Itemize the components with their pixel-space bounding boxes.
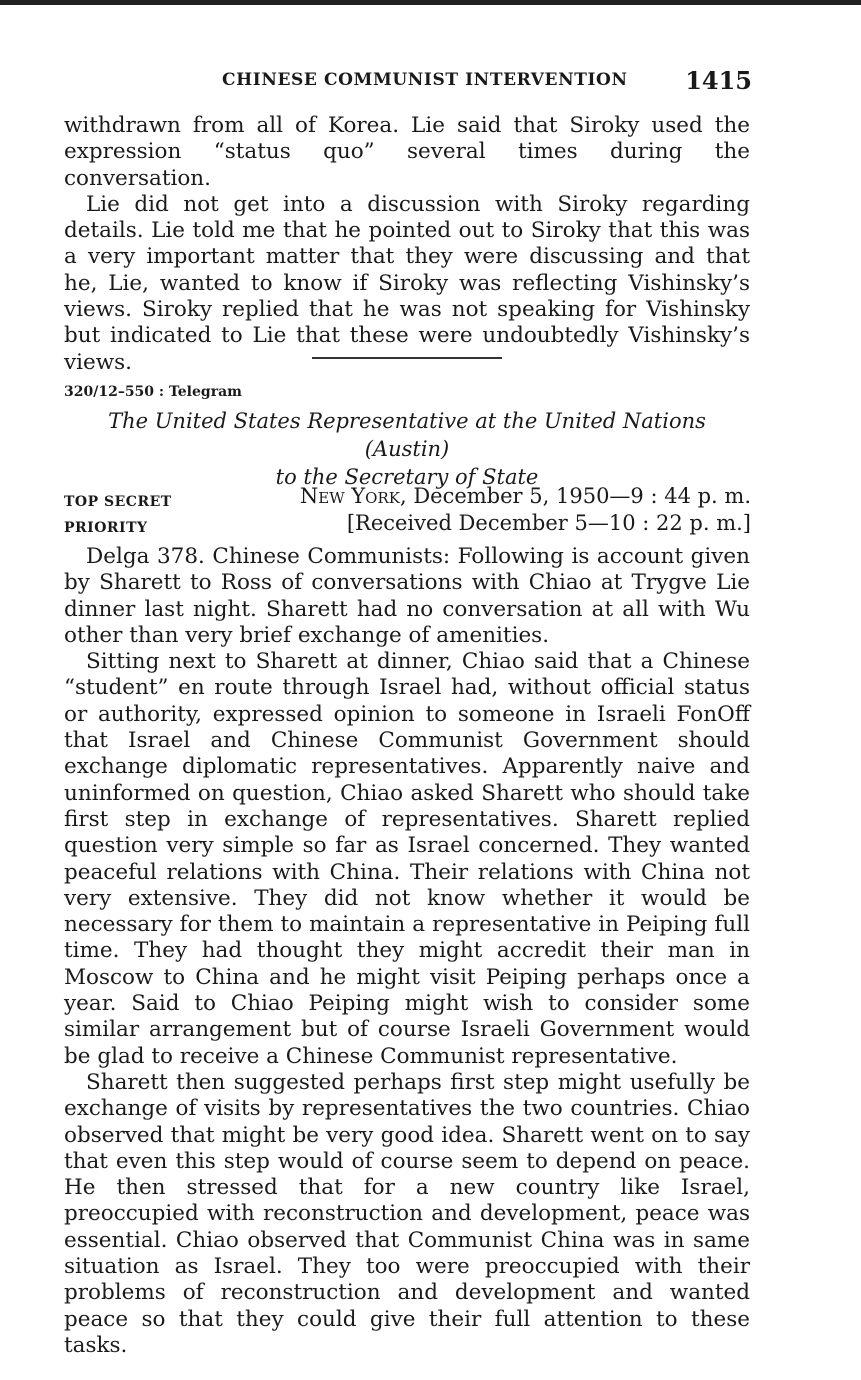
precedence: PRIORITY: [64, 520, 148, 536]
running-title: CHINESE COMMUNIST INTERVENTION: [222, 70, 628, 90]
section-separator: [312, 357, 502, 359]
continued-paragraph: withdrawn from all of Korea. Lie said that Siroky used the expression “status quo” several times during the conversation.: [64, 113, 750, 191]
top-border-rule: [0, 0, 861, 5]
place: New York: [299, 484, 400, 508]
classification: TOP SECRET: [64, 494, 172, 510]
paragraph: Sitting next to Sharett at dinner, Chiao said that a Chinese “student” en route through Israel had, without official status or authority, expressed opinion to someone in Israeli FonOff that Israel and Chinese Communist Government should exchange diplomatic representatives. Apparently naive and uninformed on question, Chiao asked Sharett who should take first step in exchange of representatives. Sharett replied question very simple so far as Israel concerned. They wanted peaceful relations with China. Their relations with China not very extensive. They did not know whether it would be necessary for them to maintain a representative in Peiping full time. They had thought they might accredit their man in Moscow to China and he might visit Peiping perhaps once a year. Said to Chiao Peiping might wish to consider some similar arrangement but of course Israeli Government would be glad to receive a Chinese Communist representative.: [64, 649, 750, 1069]
paragraph: Lie did not get into a discussion with Siroky regarding details. Lie told me that he pointed out to Siroky that this was a very important matter that they were discussing and that he, Lie, wanted to know if Siroky was reflecting Vishinsky’s views. Siroky replied that he was not speaking for Vishinsky but indicated to Lie that these were undoubtedly Vishinsky’s views.: [64, 191, 750, 375]
page-header: [62, 66, 752, 100]
dateline: [300, 483, 751, 537]
sent-time: , December 5, 1950—9 : 44 p. m.: [399, 484, 751, 508]
telegram-body: [64, 544, 750, 1359]
document-title: [64, 407, 750, 491]
paragraph: Delga 378. Chinese Communists: Following is account given by Sharett to Ross of conversations with Chiao at Trygve Lie dinner last night. Sharett had no conversation at all with Wu other than very brief exchange of amenities.: [64, 544, 750, 648]
document-markings: [64, 489, 172, 541]
preceding-document-text: [64, 113, 750, 376]
document-title-line-2: to the Secretary of State: [275, 465, 539, 489]
page-number: 1415: [685, 66, 752, 95]
document-title-line-1: The United States Representative at the United Nations (Austin): [108, 409, 706, 461]
paragraph: Sharett then suggested perhaps first step might usefully be exchange of visits by representatives the two countries. Chiao observed that might be very good idea. Sharett went on to say that even this step would of course seem to depend on peace. He then stressed that for a new country like Israel, preoccupied with reconstruction and development, peace was essential. Chiao observed that Communist China was in same situation as Israel. They too were preoccupied with their problems of reconstruction and development and wanted peace so that they could give their full attention to these tasks.: [64, 1069, 750, 1358]
sent-line: [300, 483, 751, 510]
received-line: [Received December 5—10 : 22 p. m.]: [346, 511, 751, 535]
file-reference: 320/12–550 : Telegram: [64, 384, 242, 400]
